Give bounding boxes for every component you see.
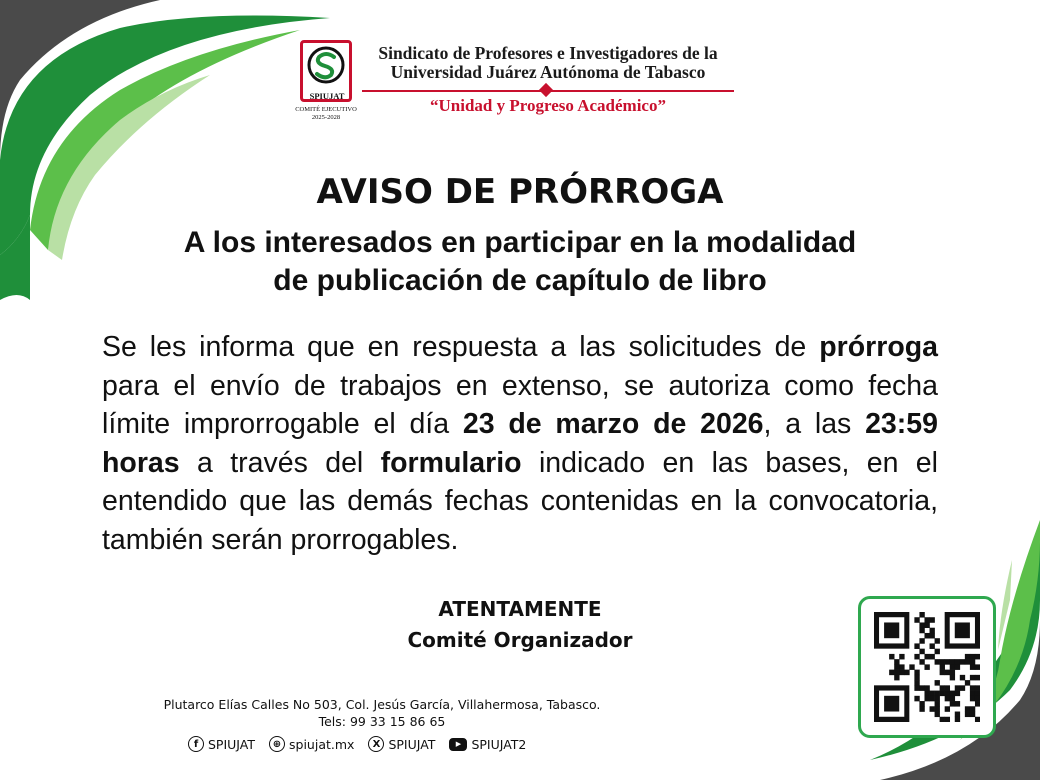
logo-s-mark-icon xyxy=(303,43,349,87)
org-line-2: Universidad Juárez Autónoma de Tabasco xyxy=(390,62,706,82)
spiujat-logo xyxy=(286,38,366,134)
notice-subtitle xyxy=(100,224,940,300)
body-text-4: a través del xyxy=(179,446,381,479)
facebook-icon: f xyxy=(188,736,204,752)
notice-body xyxy=(102,328,938,559)
qr-code[interactable] xyxy=(874,612,980,722)
closing: ATENTAMENTE xyxy=(438,597,602,621)
body-text-3: , a las xyxy=(763,408,866,440)
social-youtube[interactable] xyxy=(449,737,526,752)
body-bold-time: 23:59 horas xyxy=(102,408,938,479)
social-facebook[interactable] xyxy=(188,736,255,752)
body-bold-date: 23 de marzo de 2026 xyxy=(462,408,764,440)
logo-subtitle xyxy=(286,106,366,122)
social-label: SPIUJAT xyxy=(388,736,436,752)
organization-name xyxy=(362,44,734,82)
social-label: spiujat.mx xyxy=(289,736,355,752)
social-label: SPIUJAT2 xyxy=(471,736,527,752)
signer: Comité Organizador xyxy=(407,628,633,652)
motto: “Unidad y Progreso Académico” xyxy=(430,96,666,115)
subtitle-line-2: de publicación de capítulo de libro xyxy=(273,264,767,297)
footer-phones: Tels: 99 33 15 86 65 xyxy=(318,714,446,729)
social-x[interactable] xyxy=(368,736,435,752)
web-icon: ⊕ xyxy=(269,736,285,752)
social-links xyxy=(188,734,526,754)
logo-sub-committee: COMITÉ EJECUTIVO xyxy=(295,106,357,113)
logo-sub-years: 2025-2028 xyxy=(311,114,341,121)
qr-card xyxy=(858,596,996,738)
notice-title: AVISO DE PRÓRROGA xyxy=(316,172,724,212)
logo-label: SPIUJAT xyxy=(309,91,345,101)
social-web[interactable] xyxy=(269,736,354,752)
footer-contact xyxy=(110,696,654,730)
body-text-1: Se les informa que en respuesta a las solicitudes de xyxy=(102,331,820,363)
body-text-2: para el envío de trabajos en extenso, se autoriza como fecha límite improrrogable el día xyxy=(102,369,938,440)
body-bold-form: formulario xyxy=(380,446,522,479)
youtube-icon: ▶ xyxy=(449,738,467,751)
subtitle-line-1: A los interesados en participar en la modalidad xyxy=(183,226,857,259)
footer-address: Plutarco Elías Calles No 503, Col. Jesús García, Villahermosa, Tabasco. xyxy=(163,697,601,712)
x-icon: X xyxy=(368,736,384,752)
social-label: SPIUJAT xyxy=(208,736,255,752)
body-text-5: indicado en las bases, en el entendido que las demás fechas contenidas en la convocatoria, también serán prorrogables. xyxy=(102,446,938,556)
signature-block xyxy=(320,594,720,656)
org-line-1: Sindicato de Profesores e Investigadores de la xyxy=(378,43,718,63)
body-bold-prorroga: prórroga xyxy=(819,331,938,363)
